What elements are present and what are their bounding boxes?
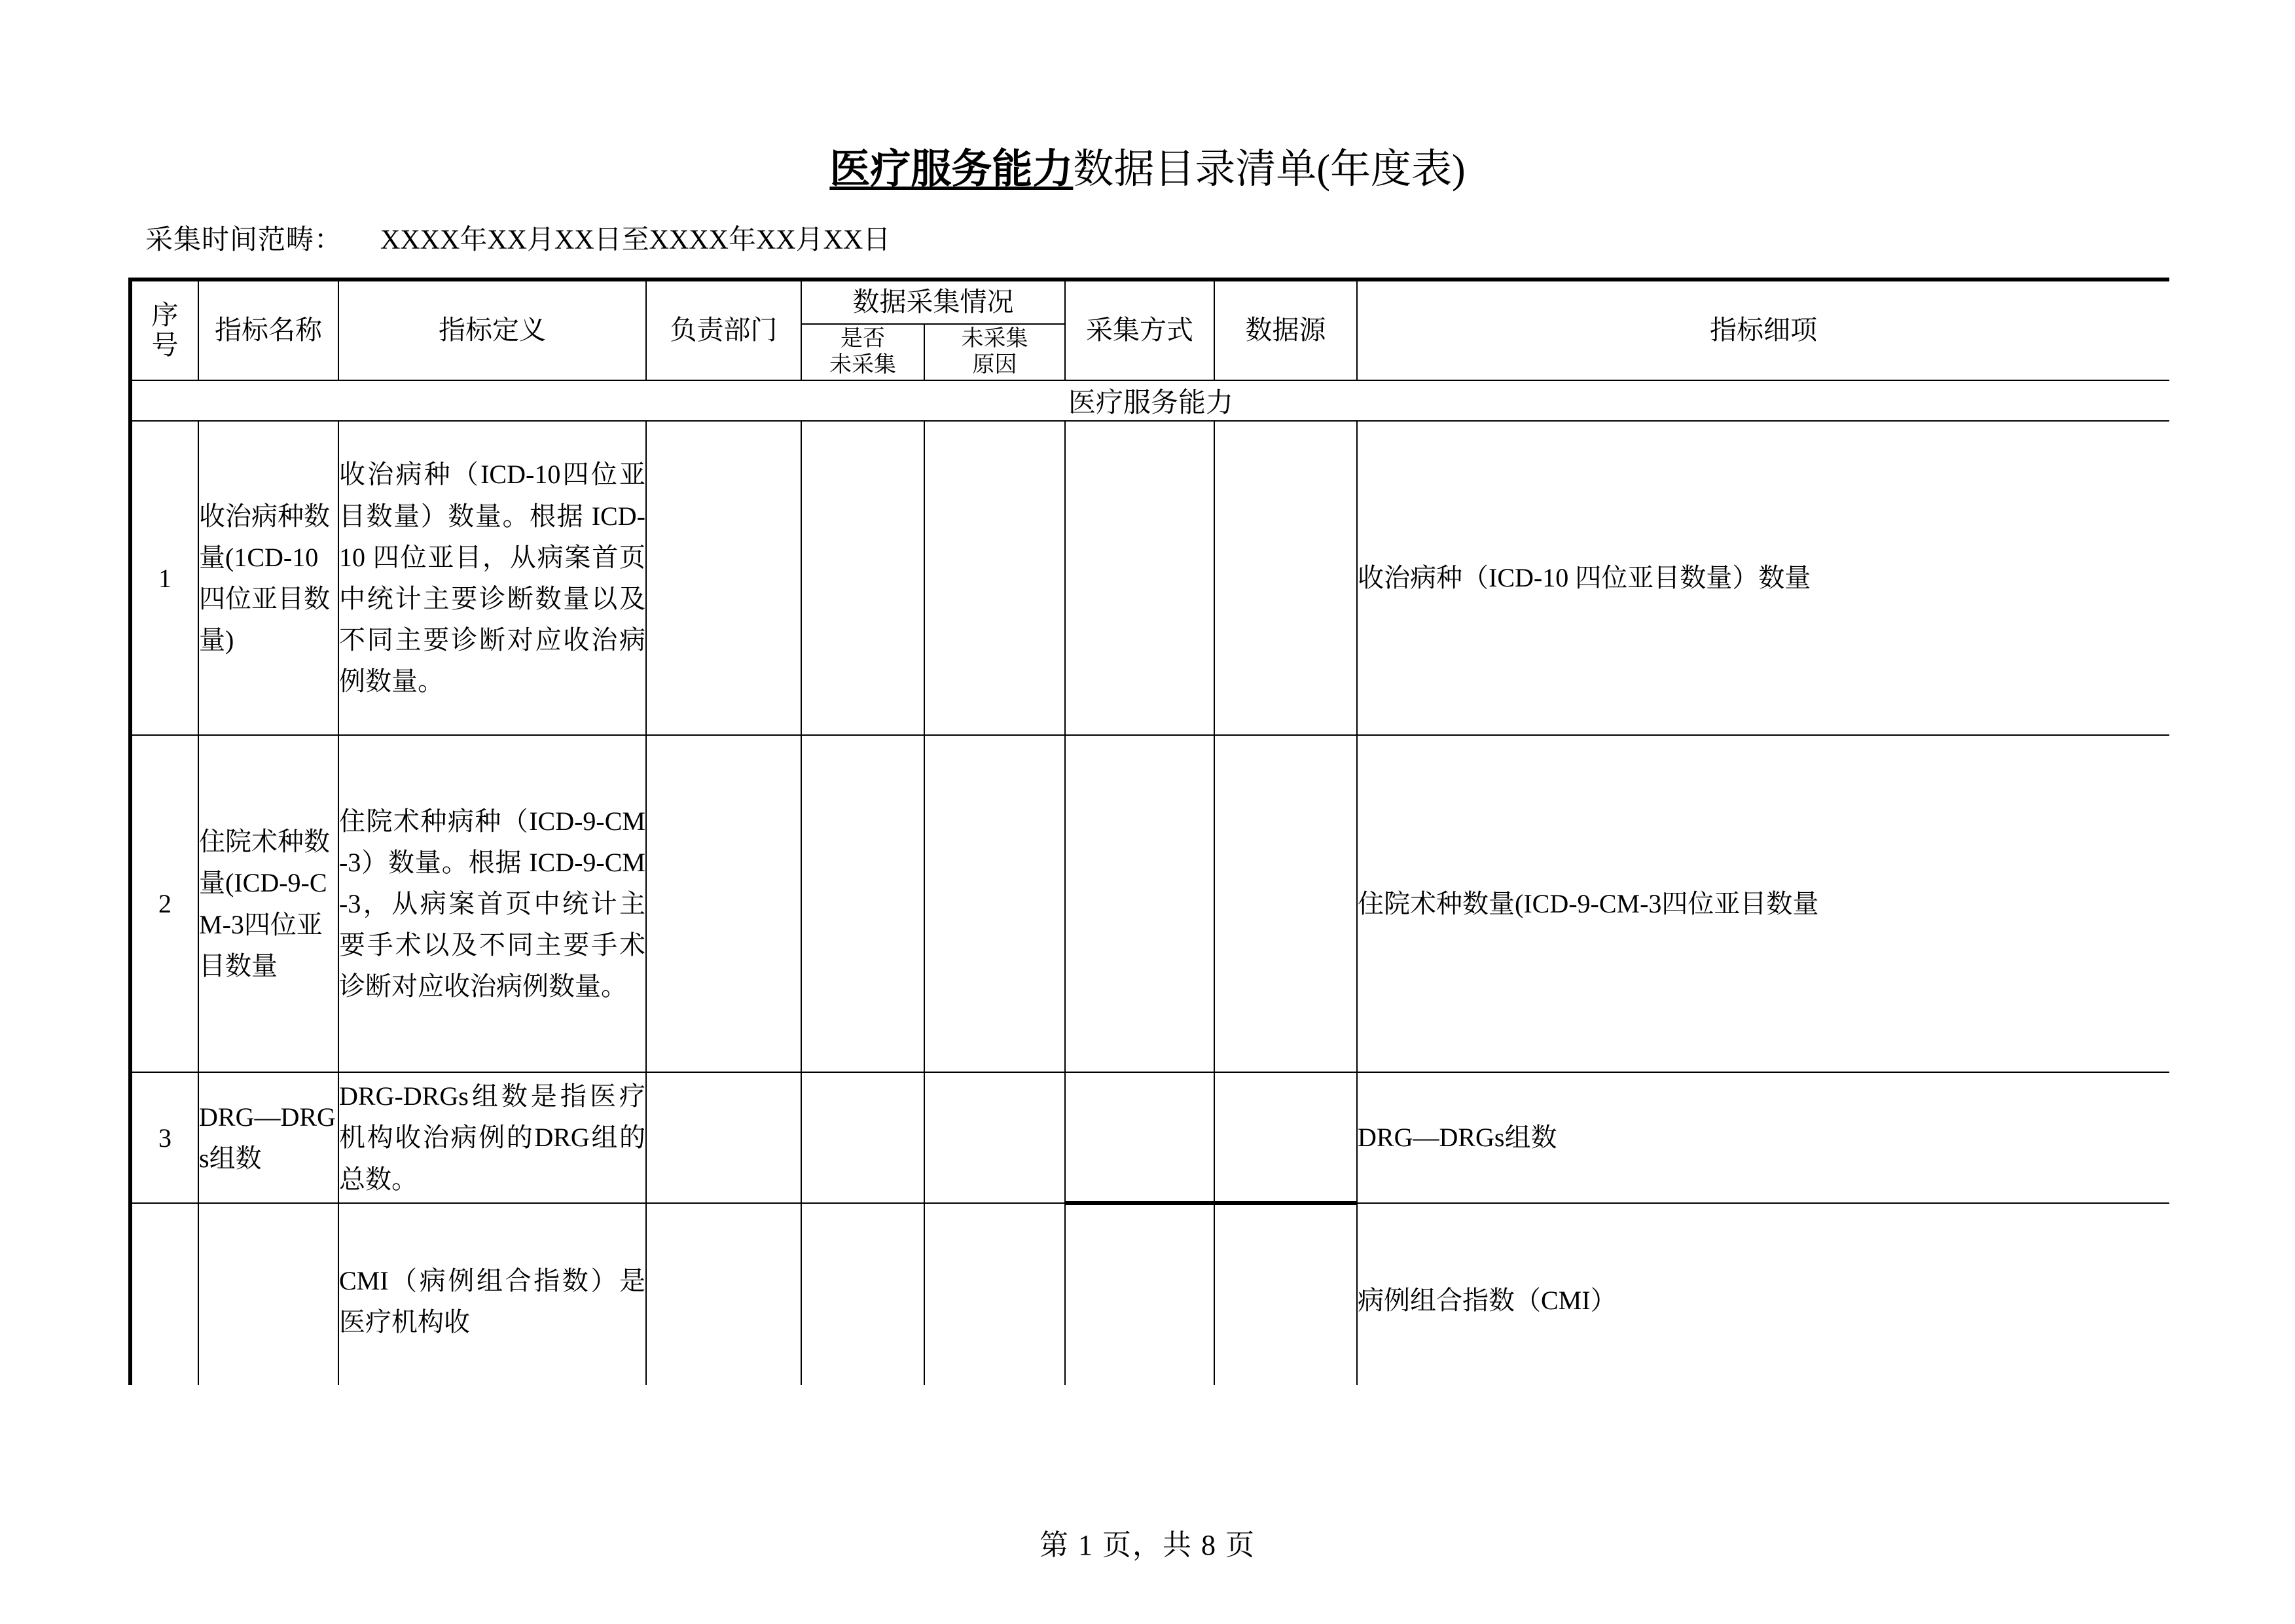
cell-data-source[interactable] xyxy=(1214,1203,1357,1385)
page-title-emphasis: 医疗服务能力 xyxy=(829,147,1074,192)
header-collection-status-group: 数据采集情况 xyxy=(801,280,1065,324)
cell-indicator-detail: DRG—DRGs组数 xyxy=(1357,1072,2169,1203)
table-header-row-1 xyxy=(130,280,2169,324)
header-indicator-name: 指标名称 xyxy=(198,280,338,380)
cell-not-collected-reason[interactable] xyxy=(924,1072,1065,1203)
header-collection-method: 采集方式 xyxy=(1065,280,1214,380)
table-row xyxy=(130,421,2169,735)
data-catalog-table-wrapper xyxy=(128,278,2169,1385)
cell-indicator-definition: 住院术种病种（ICD-9-CM-3）数量。根据 ICD-9-CM-3，从病案首页中统计主要手术以及不同主要手术诊断对应收治病例数量。 xyxy=(338,735,646,1072)
cell-responsible-department[interactable] xyxy=(646,735,801,1072)
cell-seq: 2 xyxy=(130,735,198,1072)
header-data-source: 数据源 xyxy=(1214,280,1357,380)
header-indicator-detail: 指标细项 xyxy=(1357,280,2169,380)
cell-collection-method[interactable] xyxy=(1065,1072,1214,1203)
header-not-collected xyxy=(801,324,924,380)
cell-not-collected[interactable] xyxy=(801,735,924,1072)
header-seq-line1: 序 xyxy=(151,300,179,331)
cell-not-collected[interactable] xyxy=(801,421,924,735)
collection-period-value: XXXX年XX月XX日至XXXX年XX月XX日 xyxy=(380,225,891,255)
header-reason-line2: 原因 xyxy=(972,353,1017,377)
header-indicator-definition: 指标定义 xyxy=(338,280,646,380)
table-row xyxy=(130,1203,2169,1385)
cell-not-collected[interactable] xyxy=(801,1072,924,1203)
data-catalog-table xyxy=(128,278,2169,1385)
header-reason-line1: 未采集 xyxy=(961,326,1028,351)
cell-indicator-name xyxy=(198,1203,338,1385)
table-section-row xyxy=(130,380,2169,421)
cell-indicator-detail: 住院术种数量(ICD-9-CM-3四位亚目数量 xyxy=(1357,735,2169,1072)
header-seq xyxy=(130,280,198,380)
cell-indicator-definition: DRG-DRGs组数是指医疗机构收治病例的DRG组的总数。 xyxy=(338,1072,646,1203)
collection-period xyxy=(145,226,890,254)
cell-indicator-definition: CMI（病例组合指数）是医疗机构收 xyxy=(338,1203,646,1385)
cell-collection-method[interactable] xyxy=(1065,421,1214,735)
cell-data-source[interactable] xyxy=(1214,735,1357,1072)
cell-seq xyxy=(130,1203,198,1385)
cell-indicator-name: 住院术种数量(ICD-9-CM-3四位亚目数量 xyxy=(198,735,338,1072)
cell-data-source[interactable] xyxy=(1214,421,1357,735)
header-responsible-department: 负责部门 xyxy=(646,280,801,380)
header-not-collected-line2: 未采集 xyxy=(829,353,896,377)
cell-data-source[interactable] xyxy=(1214,1072,1357,1203)
page-footer: 第 1 页，共 8 页 xyxy=(1039,1529,1256,1561)
header-not-collected-line1: 是否 xyxy=(840,326,885,351)
cell-not-collected-reason[interactable] xyxy=(924,735,1065,1072)
cell-indicator-definition: 收治病种（ICD-10四位亚目数量）数量。根据 ICD-10 四位亚目，从病案首页中统计主要诊断数量以及不同主要诊断对应收治病例数量。 xyxy=(338,421,646,735)
table-row xyxy=(130,1072,2169,1203)
cell-indicator-name: DRG—DRGs组数 xyxy=(198,1072,338,1203)
cell-responsible-department[interactable] xyxy=(646,1072,801,1203)
cell-indicator-detail: 收治病种（ICD-10 四位亚目数量）数量 xyxy=(1357,421,2169,735)
section-title: 医疗服务能力 xyxy=(130,380,2169,421)
cell-collection-method[interactable] xyxy=(1065,1203,1214,1385)
cell-not-collected[interactable] xyxy=(801,1203,924,1385)
cell-seq: 1 xyxy=(130,421,198,735)
cell-not-collected-reason[interactable] xyxy=(924,1203,1065,1385)
cell-collection-method[interactable] xyxy=(1065,735,1214,1072)
cell-responsible-department[interactable] xyxy=(646,421,801,735)
cell-indicator-name: 收治病种数量(1CD-10四位亚目数量) xyxy=(198,421,338,735)
header-not-collected-reason xyxy=(924,324,1065,380)
cell-responsible-department[interactable] xyxy=(646,1203,801,1385)
table-row xyxy=(130,735,2169,1072)
page-title xyxy=(0,149,2295,190)
header-seq-line2: 号 xyxy=(151,330,179,360)
cell-indicator-detail: 病例组合指数（CMI） xyxy=(1357,1203,2169,1385)
cell-not-collected-reason[interactable] xyxy=(924,421,1065,735)
collection-period-label: 采集时间范畴： xyxy=(145,225,343,255)
cell-seq: 3 xyxy=(130,1072,198,1203)
page-title-rest: 数据目录清单(年度表) xyxy=(1073,147,1466,192)
